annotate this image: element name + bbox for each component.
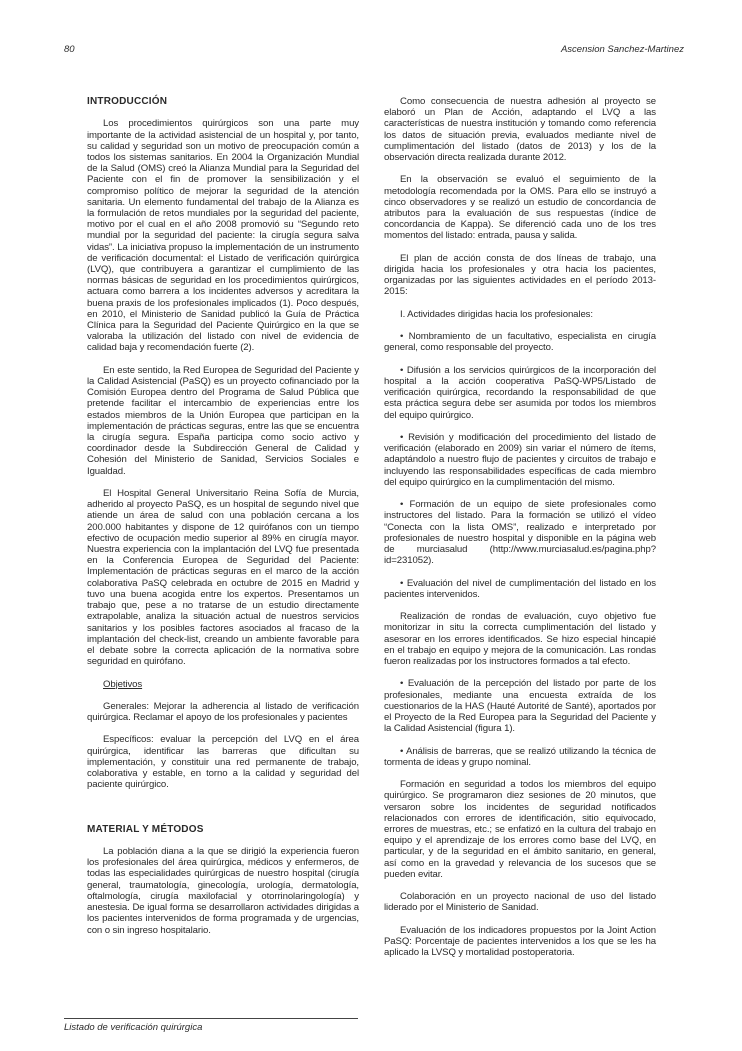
observation-paragraph: En la observación se evaluó el seguimiento de la metodología recomendada por la OMS. Para ello se instruyó a cinco observadores y se realizó un estudio de concordancia de atributos para la evaluación de sus respuestas (índice de concordancia de Kappa). Se diferenció cada uno de los tres momentos del listado: entrada, pausa y salida. [384,174,656,242]
running-header-author: Ascension Sanchez-Martinez [560,44,684,55]
objectives-specific: Específicos: evaluar la percepción del LVQ en el área quirúrgica, identificar las barreras que dificultan su implementación, y constituir una red permanente de trabajo, colaborativa y estable, en torno a la calidad y seguridad del paciente quirúrgico. [87,734,359,791]
introduction-paragraph-2: En este sentido, la Red Europea de Seguridad del Paciente y la Calidad Asistencial (PaSQ) es un proyecto cofinanciado por la Comisión Europea dentro del Programa de Salud Pública que pretende facilitar el intercambio de experiencias entre los estados miembros de la Unión Europea que participan en la implementación de prácticas seguras, entre las que se encuentra la cirugía segura. España participa como socio activo y coordinador desde la Subdirección General de Calidad y Cohesión del Ministerio de Sanidad, Servicios Sociales e Igualdad. [87,364,359,477]
objectives-general: Generales: Mejorar la adherencia al listado de verificación quirúrgica. Reclamar el apoyo de los profesionales y pacientes [87,700,359,724]
bullet-item: • Difusión a los servicios quirúrgicos de la incorporación del hospital a la acción cooperativa PaSQ-WP5/Listado de verificación quirúrgica, recordando la responsabilidad de que esta práctica segura debe ser asumida por todos los miembros del equipo quirúrgico. [384,364,656,421]
introduction-heading: INTRODUCCIÓN [87,96,168,107]
indicators-paragraph: Evaluación de los indicadores propuestos por la Joint Action PaSQ: Porcentaje de pacientes intervenidos a los que se les ha aplicado la LVSQ y mortalidad postoperatoria. [384,924,656,959]
activities-heading: I. Actividades dirigidas hacia los profesionales: [400,308,593,320]
methods-heading: MATERIAL Y MÉTODOS [87,823,204,835]
objectives-heading-text: Objetivos [103,678,143,690]
introduction-paragraph-1: Los procedimientos quirúrgicos son una parte muy importante de la actividad asistencial de un hospital y, por tanto, su calidad y seguridad son un motivo de preocupación común a todos los sistemas sanitarios. En 2004 la Organización Mundial de la Salud (OMS) creó la Alianza Mundial para la Seguridad del Paciente con el fin de promover la sensibilización y el compromiso político de mejorar la seguridad de la atención sanitaria. Un elemento fundamental del trabajo de la Alianza es la formulación de retos mundiales por la seguridad del paciente, motivo por el cual en el año 2008 promovió su “Segundo reto mundial por la seguridad del paciente: la cirugía segura salva vidas”. La iniciativa propuso la implementación de un instrumento de verificación documental: el Listado de verificación quirúrgica (LVQ), que contribuyera a garantizar el cumplimiento de las normas básicas de seguridad en los procedimientos quirúrgicos, actuara como barrera a los incidentes adversos y acreditara la buena praxis de los profesionales implicados (1). Poco después, en 2010, el Ministerio de Sanidad publicó la Guía de Práctica Clínica para la Seguridad del Paciente Quirúrgico en la que se valoraba la utilización del listado con nivel de evidencia de calidad baja y recomendación fuerte (2). [87,118,359,354]
right-column [384,96,656,958]
page-number: 80 [64,44,75,55]
objectives-heading [87,679,359,690]
introduction-paragraph-3: El Hospital General Universitario Reina Sofía de Murcia, adherido al proyecto PaSQ, es un hospital de segundo nivel que atiende un área de salud con una población cercana a los 200.000 habitantes y dispone de 12 quirófanos con un tiempo efectivo de ocupación medio superior al 89% en cirugía mayor. Nuestra experiencia con la implantación del LVQ fue presentada en la Conferencia Europea de Seguridad del Paciente: Implementación de prácticas seguras en el marco de la acción colaborativa PaSQ celebrada en octubre de 2015 en Madrid y tuvo una buena acogida entre los expertos. Presentamos un trabajo que, pese a no tratarse de un estudio directamente extrapolable, analiza la situación actual de nuestros servicios sanitarios y los posibles factores asociados al fracaso de la implantación del check-list, creando un ambiente favorable para el debate sobre la correcta aplicación de la normativa sobre seguridad en quirófano. [87,488,359,668]
bullet-item: • Evaluación del nivel de cumplimentación del listado en los pacientes intervenidos. [384,577,656,600]
collaboration-paragraph: Colaboración en un proyecto nacional de uso del listado liderado por el Ministerio de Sanidad. [384,891,656,914]
bullet-item: • Evaluación de la percepción del listado por parte de los profesionales, mediante una encuesta extraída de los cuestionarios de la HAS (Hauté Autorité de Santé), aportados por el Proyecto de la Red Europea para la Seguridad del Paciente y la Calidad Asistencial (figura 1). [384,678,656,735]
bullet-item: • Nombramiento de un facultativo, especialista en cirugía general, como responsable del proyecto. [384,331,656,354]
training-paragraph: Formación en seguridad a todos los miembros del equipo quirúrgico. Se programaron diez sesiones de 20 minutos, que versaron sobre los incidentes de seguridad notificados relacionados con errores de identificación, sitio equivocado, errores de muestras, etc.; se enfatizó en la cultura del trabajo en equipo y el aprendizaje de los errores como base del LVQ, en particular, y de la seguridad en el ámbito sanitario, en general, así como en la gravedad y relevancia de los sucesos que se pueden evitar. [384,779,656,880]
action-plan-paragraph: Como consecuencia de nuestra adhesión al proyecto se elaboró un Plan de Acción, adaptando el LVQ a las características de nuestra institución y tomando como referencia los datos de situación previa, evaluados mediante nivel de cumplimentación del listado (datos de 2013) y los de la observación directa realizada durante 2012. [384,96,656,164]
evaluation-rounds-paragraph: Realización de rondas de evaluación, cuyo objetivo fue monitorizar in situ la correcta cumplimentación del listado y asesorar en los errores identificados. Se hizo especial hincapié en el trabajo en equipo y mejora de la comunicación. Las rondas fueron realizadas por los instructores formados a tal efecto. [384,611,656,668]
methods-paragraph-1: La población diana a la que se dirigió la experiencia fueron los profesionales del área quirúrgica, médicos y enfermeros, de todas las especialidades quirúrgicas de nuestro hospital (cirugía general, traumatología, ginecología, urología, dermatología, oftalmología, cirugía maxilofacial y otorrinolaringología) y anestesia. De igual forma se desarrollaron actividades dirigidas a los pacientes intervenidos de forma programada y de urgencias, con o sin ingreso hospitalario. [87,846,359,936]
footer-divider [64,1018,358,1019]
bullet-item: • Formación de un equipo de siete profesionales como instructores del listado. Para la formación se utilizó el vídeo “Conecta con la lista OMS”, realizado e interpretado por profesionales de nuestro hospital y disponible en la página web de murciasalud (http://www.murciasalud.es/pagina.php?id=231052). [384,499,656,567]
running-footer-title: Listado de verificación quirúrgica [64,1022,203,1033]
bullet-item: • Análisis de barreras, que se realizó utilizando la técnica de tormenta de ideas y grupo nominal. [384,745,656,768]
left-column [87,96,359,936]
plan-lines-paragraph: El plan de acción consta de dos líneas de trabajo, una dirigida hacia los profesionales y otra hacia los pacientes, organizadas por las siguientes actividades en el período 2013-2015: [384,252,656,298]
bullet-item: • Revisión y modificación del procedimiento del listado de verificación (elaborado en 2009) sin variar el número de ítems, adaptándolo a nuestro flujo de pacientes y circuitos de trabajo e incluyendo las responsabilidades específicas de cada miembro del equipo quirúrgico en la cumplimentación del mismo. [384,432,656,488]
